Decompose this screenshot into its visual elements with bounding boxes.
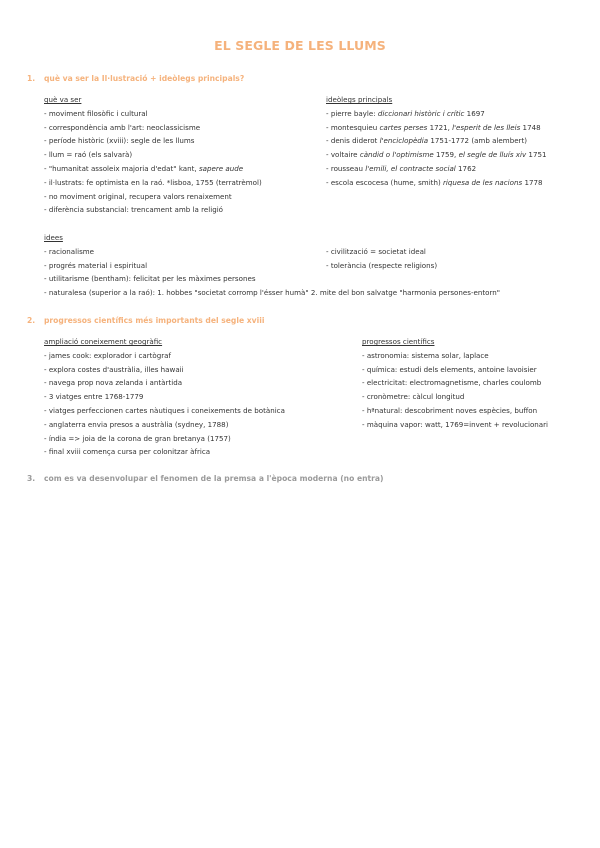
list-item: - astronomia: sistema solar, laplace <box>362 350 489 360</box>
list-item: - 3 viatges entre 1768-1779 <box>44 392 144 402</box>
list-item: - màquina vapor: watt, 1769=invent + revolucionari <box>362 419 549 429</box>
list-item: - electricitat: electromagnetisme, charles coulomb <box>362 378 542 388</box>
list-item: - cronòmetre: càlcul longitud <box>362 392 465 402</box>
list-item: - racionalisme <box>44 246 95 256</box>
section-title: com es va desenvolupar el fenomen de la premsa a l'època moderna (no entra) <box>44 474 384 483</box>
list-item: - pierre bayle: diccionari històric i crític 1697 <box>326 108 485 118</box>
section-3-heading <box>27 474 383 483</box>
section-1-heading <box>27 74 244 83</box>
list-item: - índia => joia de la corona de gran bretanya (1757) <box>44 433 231 443</box>
list-item: - denis diderot l'enciclopèdia 1751-1772 (amb alembert) <box>326 136 528 146</box>
list-item: - període històric (xviii): segle de les llums <box>44 136 195 146</box>
column-heading: progressos científics <box>362 337 435 346</box>
column-heading: ampliació coneixement geogràfic <box>44 337 163 346</box>
list-item: - diferència substancial: trencament amb la religió <box>44 205 224 215</box>
section-number: 3. <box>27 474 36 483</box>
column-heading: què va ser <box>44 95 82 104</box>
list-item: - moviment filosòfic i cultural <box>44 108 148 118</box>
list-item: - progrés material i espiritual <box>44 260 148 270</box>
ideologues-column <box>326 93 546 190</box>
list-item: - viatges perfeccionen cartes nàutiques i coneixements de botànica <box>44 405 285 415</box>
list-item: - no moviment original, recupera valors renaixement <box>44 191 232 201</box>
list-item: - navega prop nova zelanda i antàrtida <box>44 378 183 388</box>
list-item: - llum = raó (els salvarà) <box>44 150 133 160</box>
section-number: 1. <box>27 74 36 83</box>
section-title: progressos científics més importants del segle xviii <box>44 316 265 325</box>
list-item: - montesquieu cartes perses 1721, l'esperit de les lleis 1748 <box>326 122 541 132</box>
column-heading: ideòlegs principals <box>326 95 393 104</box>
list-item: - utilitarisme (bentham): felicitat per les màximes persones <box>44 274 256 284</box>
section-number: 2. <box>27 316 36 325</box>
ideas-column-right <box>326 245 437 273</box>
list-item: - hªnatural: descobriment noves espècies, buffon <box>362 405 538 415</box>
list-item: - correspondència amb l'art: neoclassicisme <box>44 122 201 132</box>
list-item: - "humanitat assoleix majoria d'edat" kant, sapere aude <box>44 163 244 173</box>
list-item: - final xviii comença cursa per colonitzar àfrica <box>44 447 211 457</box>
list-item: - civilització = societat ideal <box>326 247 426 256</box>
list-item: - voltaire càndid o l'optimisme 1759, el segle de lluís xiv 1751 <box>326 150 547 160</box>
column-heading: idees <box>44 233 63 242</box>
list-item: - escola escocesa (hume, smith) riquesa de les nacions 1778 <box>326 177 543 187</box>
list-item: - james cook: explorador i cartògraf <box>44 350 171 360</box>
list-item: - explora costes d'austràlia, illes hawaii <box>44 364 184 374</box>
what-it-was-column <box>44 93 262 217</box>
list-item: - tolerància (respecte religions) <box>326 260 438 270</box>
list-item: - naturalesa (superior a la raó): 1. hobbes "societat corromp l'ésser humà" 2. mite del bon salvatge "harmonia persones-entorn" <box>44 288 501 298</box>
page-title: EL SEGLE DE LES LLUMS <box>214 38 386 53</box>
list-item: - anglaterra envia presos a austràlia (sydney, 1788) <box>44 419 229 429</box>
list-item: - rousseau l'emili, el contracte social 1762 <box>326 163 477 173</box>
section-title: què va ser la Il·lustració + ideòlegs principals? <box>44 74 245 83</box>
list-item: - il·lustrats: fe optimista en la raó. *lisboa, 1755 (terratrèmol) <box>44 177 262 187</box>
geography-column <box>44 335 285 459</box>
section-2-heading <box>27 316 264 325</box>
science-progress-column <box>362 335 548 432</box>
list-item: - química: estudi dels elements, antoine lavoisier <box>362 364 537 374</box>
